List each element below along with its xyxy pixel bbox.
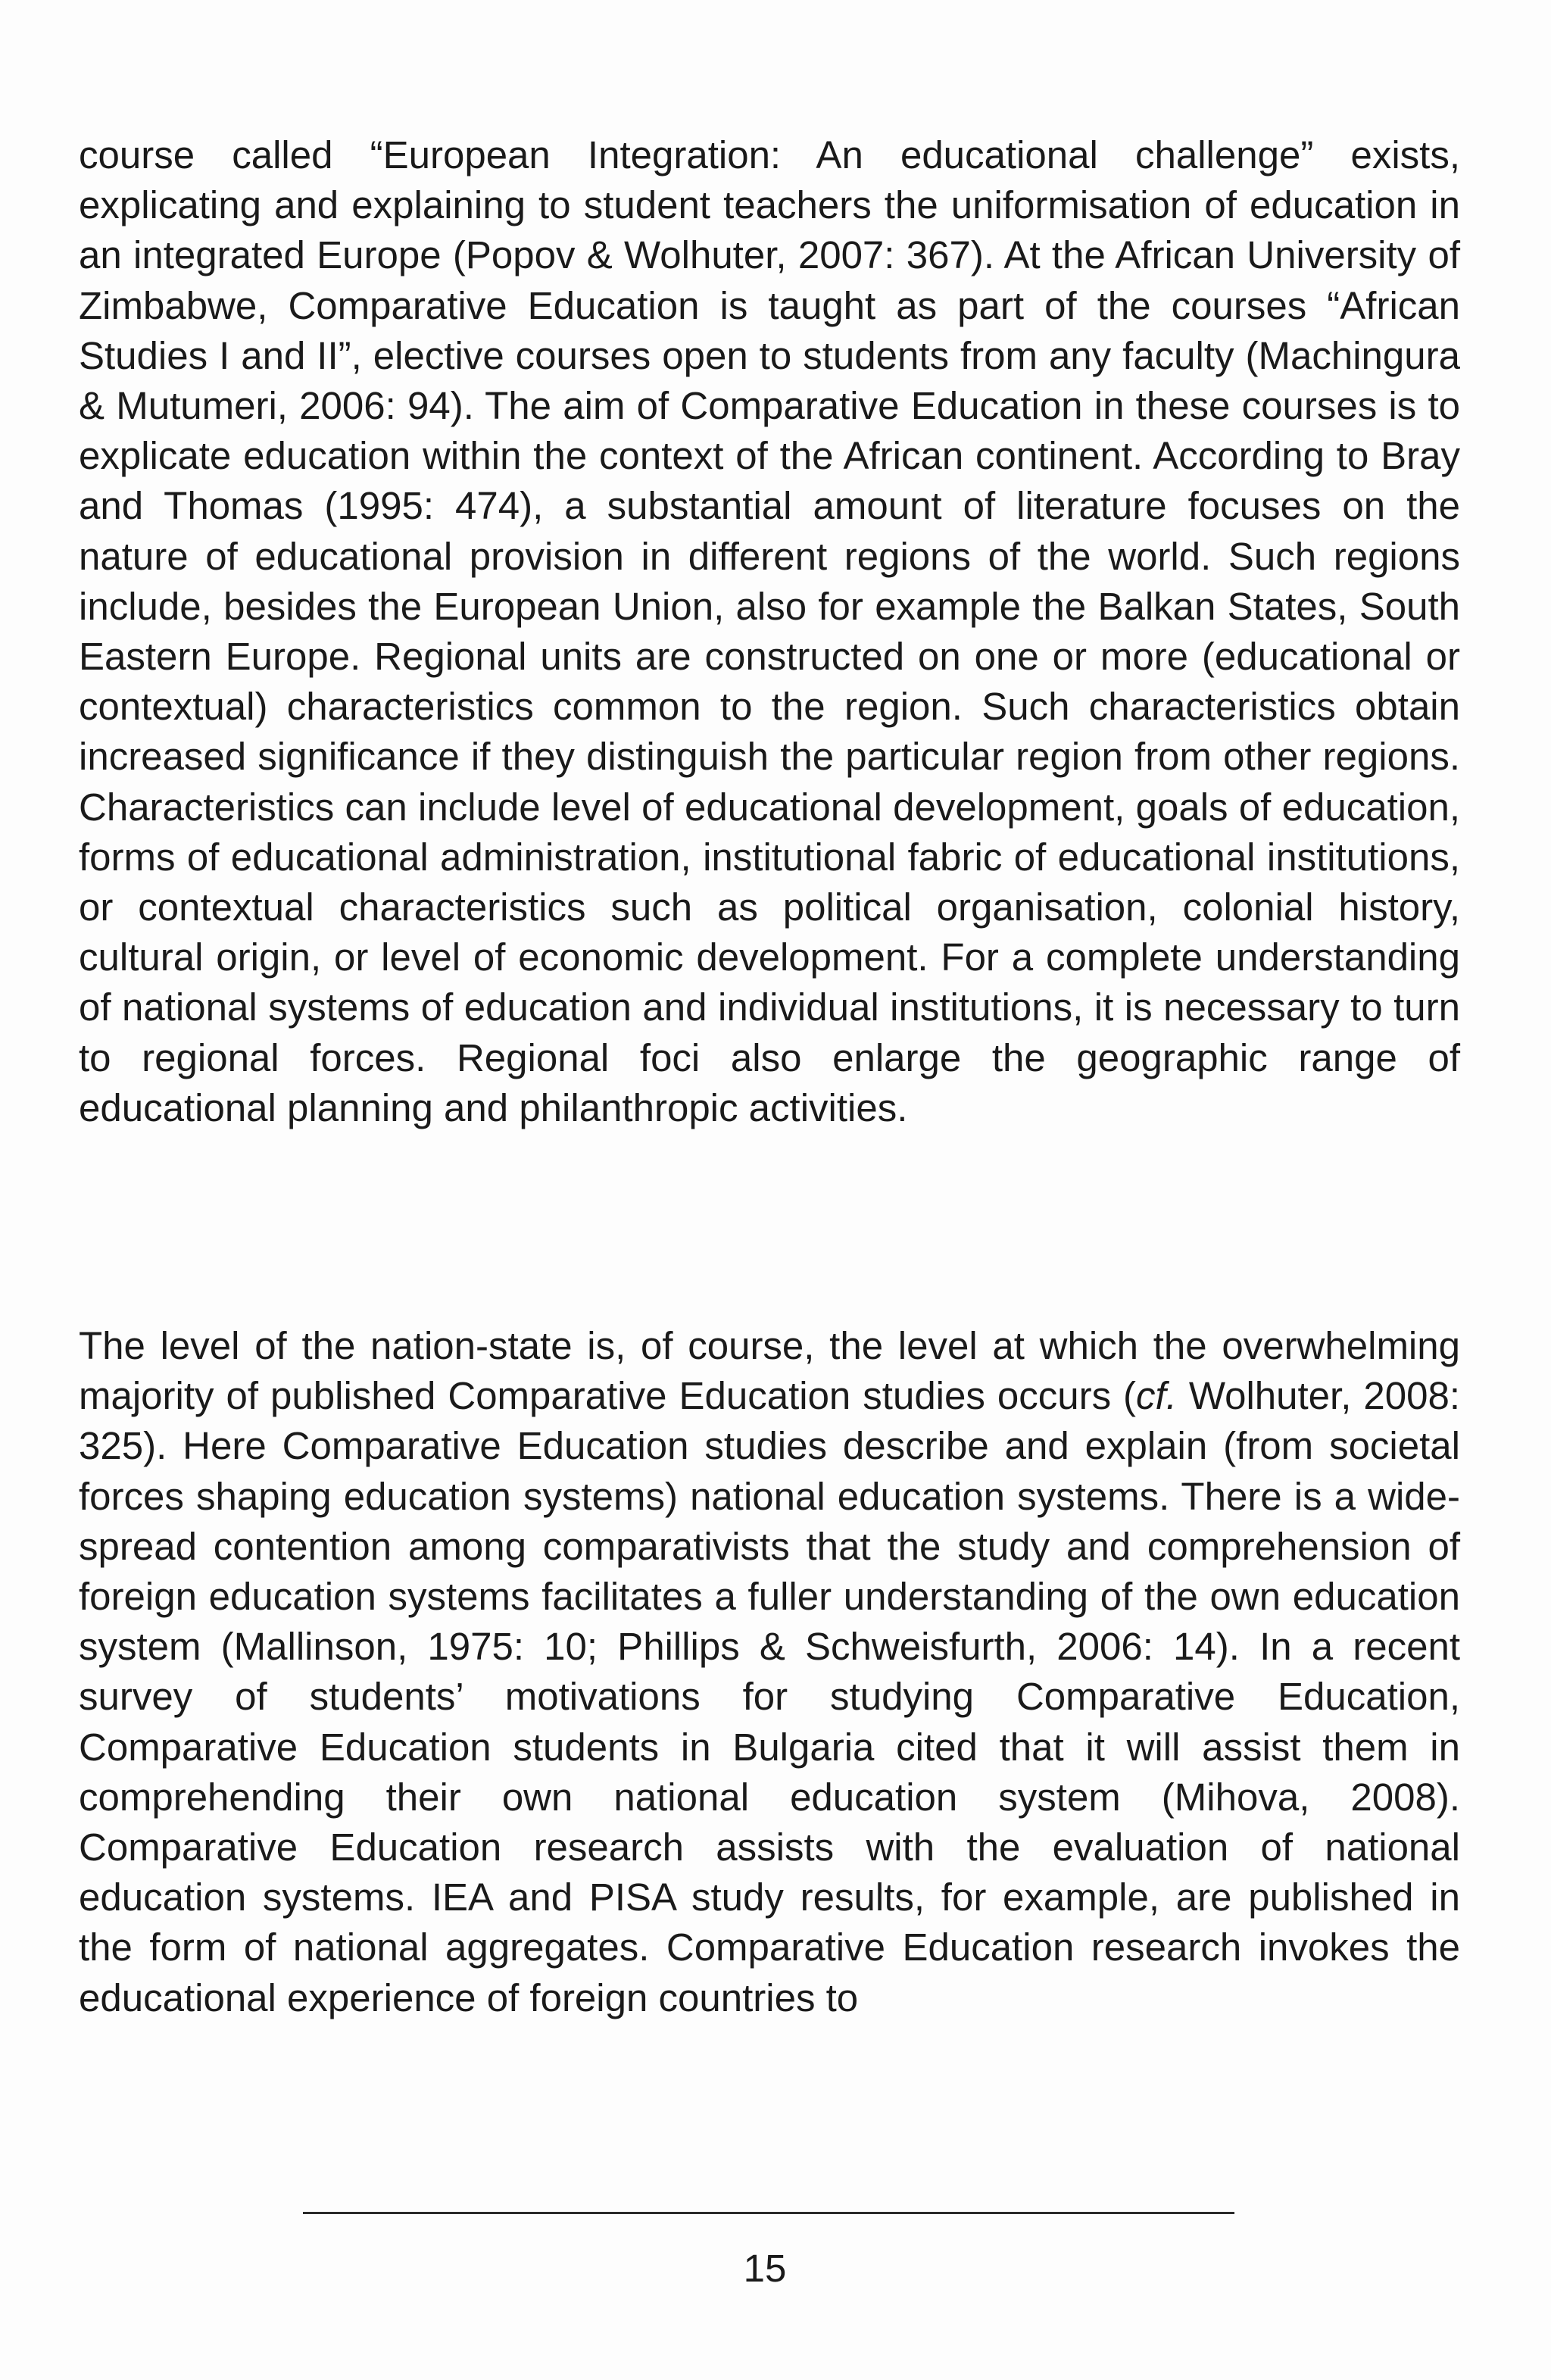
body-paragraph-2 [79,1321,1460,2023]
paragraph-1-segment-1: course called “European Integration: An educational challenge” exists, explicating and explaining to student teachers the uniformisation of education in an integrated Europe (Popov & Wolhuter, 2007: 367). At the African University of Zimbabwe, Comparative Education is taught as part of the courses “African Studies I and II”, elective courses open to students from any faculty (Machingura & Mutumeri, 2006: 94). The aim of Comparative Education in these courses is to explicate education within the context of the African continent. According to Bray and Thomas (1995: 474), a substantial amount of literature focuses on the nature of educational provision in different regions of the world. Such regions include, besides the European Union, also for example the Balkan States, South Eastern Europe. Regional units are constructed on one or more (educational or contextual) characteristics common to the region. Such characteristics obtain increased significance if they distinguish the particular region from other regions. Characteristics can include level of educational development, goals of education, forms of educational administration, institutional fabric of educational institutions, or contextual characteristics such as political organisation, colonial history, cultural origin, or level of economic development. For a complete understanding of national systems of education and individual institutions, it is necessary to turn to regional forces. Regional foci also enlarge the geographic range of educational planning and philanthropic activities. [79,133,1460,1129]
body-paragraph-1 [79,130,1460,1133]
paragraph-2-text [79,1321,1460,2023]
footer-divider [303,2212,1234,2214]
paragraph-2-italic-cf: cf. [1136,1374,1177,1418]
page-number: 15 [743,2247,787,2290]
paragraph-1-text [79,130,1460,1133]
paragraph-2-segment-1: The level of the nation-state is, of course, the level at which the overwhelming majority of published Comparative Education studies occurs ( [79,1324,1460,1418]
paragraph-2-segment-3: Wolhuter, 2008: 325). Here Comparative Education studies describe and explain (from societal forces shaping education systems) national education systems. There is a wide-spread contention among comparativists that the study and comprehension of foreign education systems facilitates a fuller understanding of the own education system (Mallinson, 1975: 10; Phillips & Schweisfurth, 2006: 14). In a recent survey of students’ motivations for studying Comparative Education, Comparative Education students in Bulgaria cited that it will assist them in comprehending their own national education system (Mihova, 2008). Comparative Education research assists with the evaluation of national education systems. IEA and PISA study results, for example, are published in the form of national aggregates. Comparative Education research invokes the educational experience of foreign countries to [79,1374,1460,2019]
